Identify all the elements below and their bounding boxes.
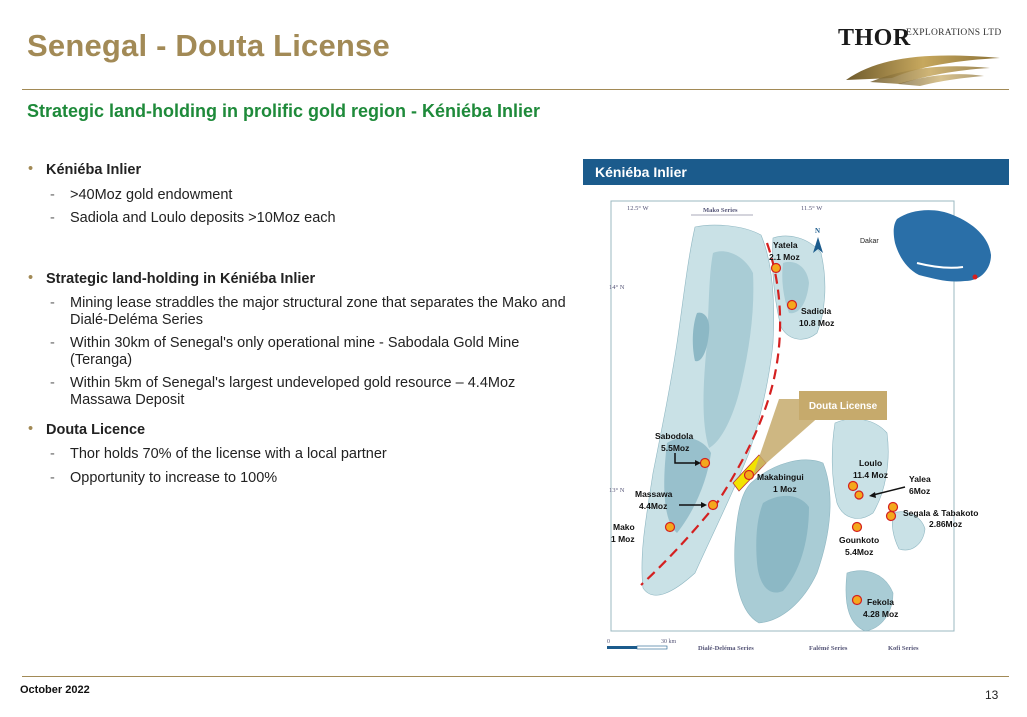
inset-dakar-label: Dakar	[860, 238, 879, 245]
footer-date: October 2022	[20, 684, 90, 696]
map-header-title: Kéniéba Inlier	[595, 164, 687, 180]
series-label-diale: Dialé-Deléma Series	[698, 645, 754, 652]
deposit-marker-segala	[889, 503, 898, 512]
north-label: N	[815, 227, 821, 235]
series-label-kofi: Kofi Series	[888, 645, 919, 652]
inset-location-marker	[973, 275, 978, 280]
bullet-dot-icon: •	[28, 421, 34, 437]
deposit-value-yalea: 6Moz	[909, 486, 931, 496]
deposit-marker-makabingui	[745, 471, 754, 480]
coord-west: 12.5° W	[627, 205, 649, 212]
deposit-name-sadiola: Sadiola	[801, 306, 832, 316]
deposit-value-fekola: 4.28 Moz	[863, 609, 899, 619]
deposit-value-segala: 2.86Moz	[929, 519, 963, 529]
logo-wing-icon	[840, 50, 1005, 86]
slide-subtitle: Strategic land-holding in prolific gold region - Kéniéba Inlier	[27, 101, 541, 121]
deposit-value-sabodola: 5.5Moz	[661, 443, 690, 453]
deposit-name-gounkoto: Gounkoto	[839, 535, 880, 545]
deposit-marker-mako	[666, 523, 675, 532]
deposit-marker-loulo	[849, 482, 858, 491]
bullet-dot-icon: •	[28, 161, 34, 177]
deposit-name-massawa: Massawa	[635, 489, 673, 499]
deposit-name-yalea: Yalea	[909, 474, 931, 484]
company-logo	[836, 24, 1006, 88]
deposit-value-yatela: 2.1 Moz	[769, 252, 800, 262]
scale-zero: 0	[607, 639, 610, 645]
coord-east: 11.5° W	[801, 205, 823, 212]
deposit-value-massawa: 4.4Moz	[639, 501, 668, 511]
deposit-marker-gounkoto	[853, 523, 862, 532]
deposit-name-sabodola: Sabodola	[655, 431, 694, 441]
bullet-dot-icon: •	[28, 270, 34, 286]
scale-bar-light	[637, 646, 667, 649]
deposit-marker-yatela	[772, 264, 781, 273]
logo-tagline: EXPLORATIONS LTD	[906, 28, 1002, 38]
deposit-marker-sabodola	[701, 459, 710, 468]
deposit-value-makabingui: 1 Moz	[773, 484, 797, 494]
logo-name: THOR	[838, 25, 911, 51]
slide-title: Senegal - Douta License	[27, 28, 390, 63]
deposit-marker-sadiola	[788, 301, 797, 310]
deposit-name-loulo: Loulo	[859, 458, 883, 468]
deposit-name-yatela: Yatela	[773, 240, 798, 250]
deposit-value-sadiola: 10.8 Moz	[799, 318, 835, 328]
deposit-value-mako: 1 Moz	[611, 534, 635, 544]
deposit-value-loulo: 11.4 Moz	[853, 470, 888, 480]
deposit-name-segala: Segala & Tabakoto	[903, 508, 979, 518]
geology-map	[603, 193, 1006, 655]
deposit-marker-tabakoto	[887, 512, 896, 521]
series-label-faleme: Falémé Series	[809, 645, 848, 652]
coord-lat-south: 13° N	[609, 487, 625, 494]
deposit-name-fekola: Fekola	[867, 597, 894, 607]
page-number: 13	[985, 688, 999, 702]
map-header	[583, 159, 1009, 185]
footer-divider	[22, 676, 1009, 677]
callout-label: Douta License	[808, 401, 878, 412]
series-label-mako: Mako Series	[703, 207, 738, 214]
coord-lat-north: 14° N	[609, 284, 625, 291]
deposit-marker-massawa	[709, 501, 718, 510]
scale-bar-dark	[607, 646, 637, 649]
scale-distance: 30 km	[661, 639, 677, 645]
header-divider	[22, 89, 1009, 90]
deposit-marker-fekola	[853, 596, 862, 605]
deposit-value-gounkoto: 5.4Moz	[845, 547, 874, 557]
deposit-name-mako: Mako	[613, 522, 635, 532]
deposit-marker-loulo-2	[855, 491, 863, 499]
deposit-name-makabingui: Makabingui	[757, 472, 804, 482]
